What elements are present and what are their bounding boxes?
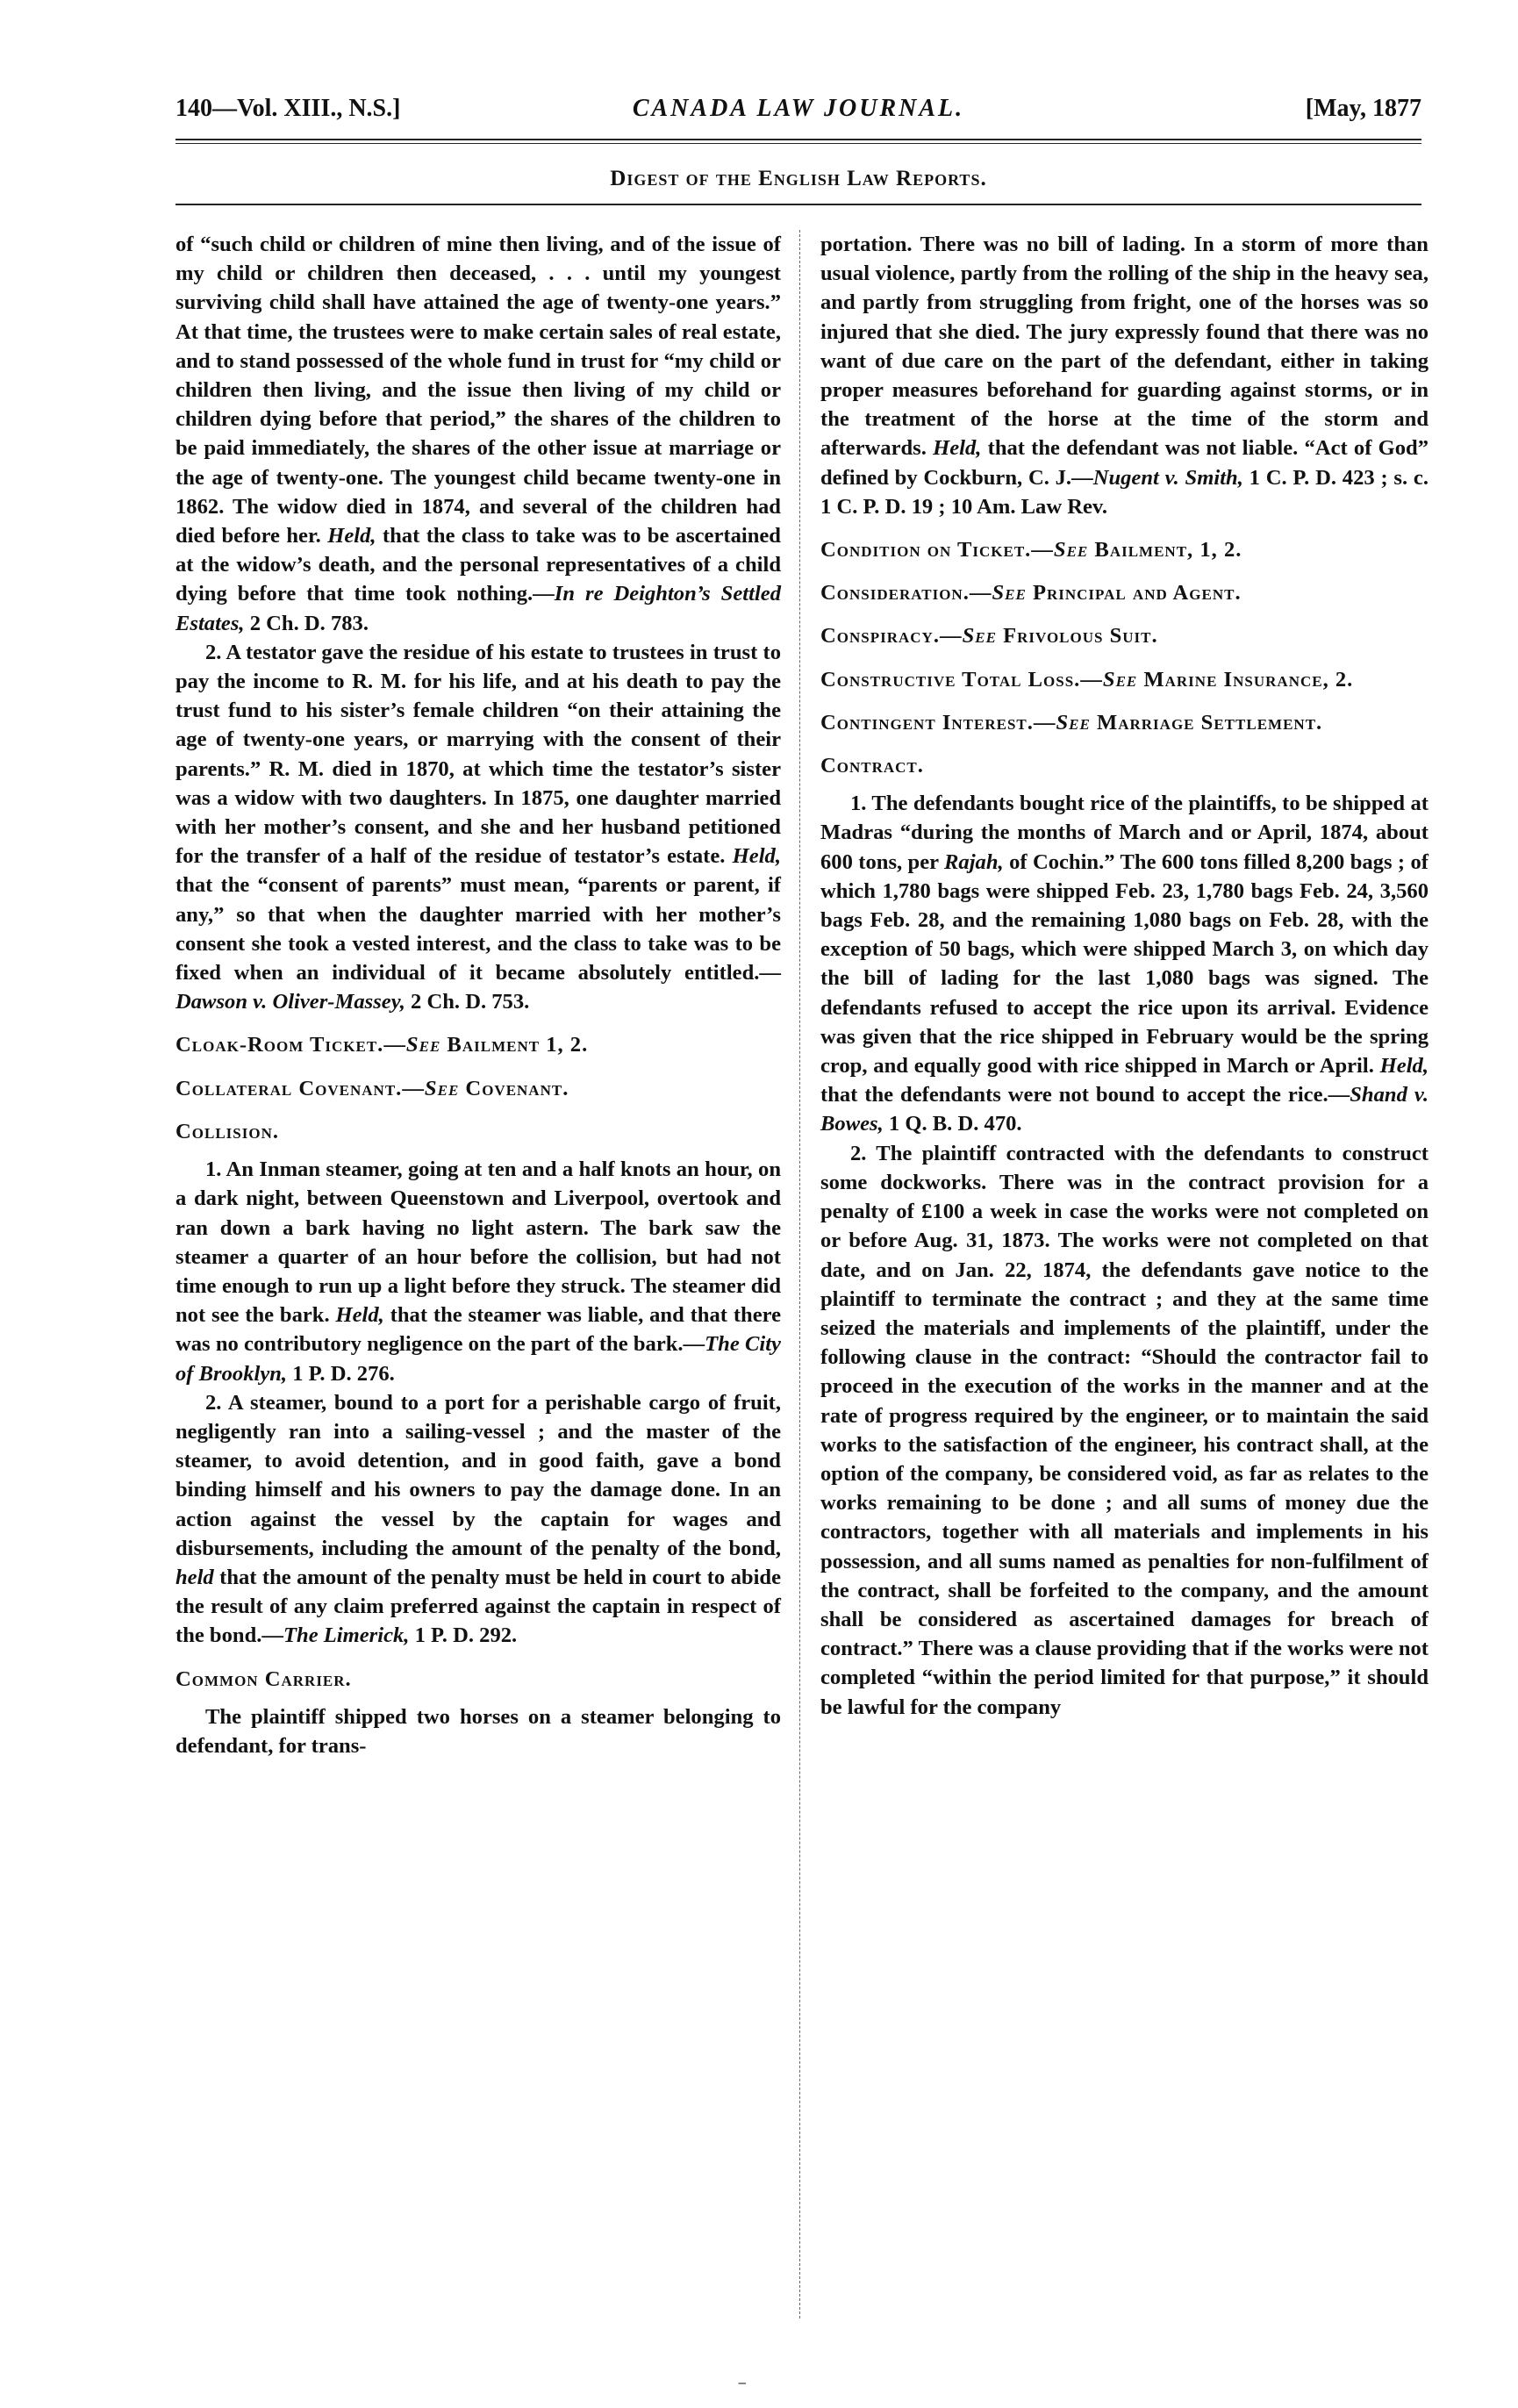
heading-contingent-interest: Contingent Interest.—See Marriage Settlement.	[820, 710, 1323, 735]
paragraph-common-carrier: The plaintiff shipped two horses on a steamer belonging to defendant, for trans-	[175, 1704, 781, 1758]
column-divider	[799, 230, 800, 2318]
heading-collateral-covenant: Collateral Covenant.—See Covenant.	[175, 1076, 569, 1100]
running-header	[175, 95, 1421, 135]
paragraph-collision-1: 1. An Inman steamer, going at ten and a half knots an hour, on a dark night, between Queenstown and Liverpool, overtook and ran down a bark having no light astern. The bark saw the steamer a quarter of an hour before the collision, but had not time enough to run up a light before they struck. The steamer did not see the bark. Held, that the steamer was liable, and that there was no contributory negligence on the part of the bark.—The City of Brooklyn, 1 P. D. 276.	[175, 1157, 781, 1386]
section-title: Digest of the English Law Reports.	[610, 167, 987, 190]
paragraph-nugent: portation. There was no bill of lading. In a storm of more than usual violence, partly from the rolling of the ship in the heavy sea, and partly from struggling from fright, one of the horses was so injured that she died. The jury expressly found that there was no want of due care on the part of the defendant, either in taking proper measures beforehand for guarding against storms, or in the treatment of the horse at the time of the storm and afterwards. Held, that the defendant was not liable. “Act of God” defined by Cockburn, C. J.—Nugent v. Smith, 1 C. P. D. 423 ; s. c. 1 C. P. D. 19 ; 10 Am. Law Rev.	[820, 233, 1428, 519]
heading-consideration: Consideration.—See Principal and Agent.	[820, 581, 1242, 606]
left-column	[175, 230, 781, 1760]
heading-constructive-total-loss: Constructive Total Loss.—See Marine Insurance, 2.	[820, 667, 1354, 692]
right-column	[820, 230, 1428, 1722]
heading-cloak-room-ticket: Cloak-Room Ticket.—See Bailment 1, 2.	[175, 1033, 589, 1057]
page-bottom-mark: ⁻	[737, 2376, 748, 2398]
header-date: [May, 1877	[1305, 95, 1421, 122]
paragraph-deighton: of “such child or children of mine then living, and of the issue of my child or children then deceased, . . . until my youngest surviving child shall have attained the age of twenty-one years.” At that time, the trustees were to make certain sales of real estate, and to stand possessed of the whole fund in trust for “my child or children then living, and the issue then living of my child or children dying before that period,” the shares of the children to be paid immediately, the shares of the other issue at marriage or the age of twenty-one. The youngest child became twenty-one in 1862. The widow died in 1874, and several of the children had died before her. Held, that the class to take was to be ascertained at the widow’s death, and the personal representatives of a child dying before that time took nothing.—In re Deighton’s Settled Estates, 2 Ch. D. 783.	[175, 233, 781, 635]
paragraph-dockworks-contract: 2. The plaintiff contracted with the defendants to construct some dockworks. There was in the contract provision for a penalty of £100 a week in case the works were not completed on or before Aug. 31, 1873. The works were not completed on that date, and on Jan. 22, 1874, the defendants gave notice to the plaintiff to terminate the contract ; and they at the same time seized the materials and implements of the plaintiff, under the following clause in the contract: “Should the contractor fail to proceed in the execution of the works in the manner and at the rate of progress required by the engineer, or to maintain the said works to the satisfaction of the engineer, his contract shall, at the option of the company, be considered void, as far as relates to the works remaining to be done ; and all sums of money due the contractors, together with all materials and implements in his possession, and all sums named as penalties for non-fulfilment of the contract, shall be forfeited to the company, and the amount shall be considered as ascertained damages for breach of contract.” There was a clause providing that if the works were not completed “within the period limited for that purpose,” it should be lawful for the company	[820, 1141, 1428, 1719]
section-rule	[175, 204, 1421, 205]
heading-collision: Collision.	[175, 1119, 279, 1143]
paragraph-shand-v-bowes: 1. The defendants bought rice of the plaintiffs, to be shipped at Madras “during the months of March and or April, 1874, about 600 tons, per Rajah, of Cochin.” The 600 tons filled 8,200 bags ; of which 1,780 bags were shipped Feb. 23, 1,780 bags Feb. 24, 3,560 bags Feb. 28, and the remaining 1,080 bags on Feb. 28, with the exception of 50 bags, which were shipped March 3, on which day the bill of lading for the last 1,080 bags was signed. The defendants refused to accept the rice upon its arrival. Evidence was given that the rice shipped in February would be the spring crop, and equally good with rice shipped in March or April. Held, that the defendants were not bound to accept the rice.—Shand v. Bowes, 1 Q. B. D. 470.	[820, 792, 1428, 1136]
heading-contract: Contract.	[820, 754, 924, 778]
header-rule	[175, 139, 1421, 144]
heading-common-carrier: Common Carrier.	[175, 1666, 352, 1691]
header-journal-title: CANADA LAW JOURNAL.	[632, 95, 965, 122]
heading-condition-on-ticket: Condition on Ticket.—See Bailment, 1, 2.	[820, 538, 1242, 563]
heading-conspiracy: Conspiracy.—See Frivolous Suit.	[820, 624, 1158, 649]
paragraph-collision-2: 2. A steamer, bound to a port for a perishable cargo of fruit, negligently ran into a sailing-vessel ; and the master of the steamer, to avoid detention, and in good faith, gave a bond binding himself and his owners to pay the damage done. In an action against the vessel by the captain for wages and disbursements, including the amount of the penalty of the bond, held that the amount of the penalty must be held in court to abide the result of any claim preferred against the captain in respect of the bond.—The Limerick, 1 P. D. 292.	[175, 1390, 781, 1648]
header-volume: 140—Vol. XIII., N.S.]	[175, 95, 401, 122]
paragraph-dawson: 2. A testator gave the residue of his estate to trustees in trust to pay the income to R. M. for his life, and at his death to pay the trust fund to his sister’s female children “on their attaining the age of twenty-one years, or marrying with the consent of their parents.” R. M. died in 1870, at which time the testator’s sister was a widow with two daughters. In 1875, one daughter married with her mother’s consent, and she and her husband petitioned for the transfer of a half of the residue of testator’s estate. Held, that the “consent of parents” must mean, “parents or parent, if any,” so that when the daughter married with her mother’s consent she took a vested interest, and the class to take was to be fixed when an individual of it became absolutely entitled.—Dawson v. Oliver-Massey, 2 Ch. D. 753.	[175, 640, 781, 1014]
